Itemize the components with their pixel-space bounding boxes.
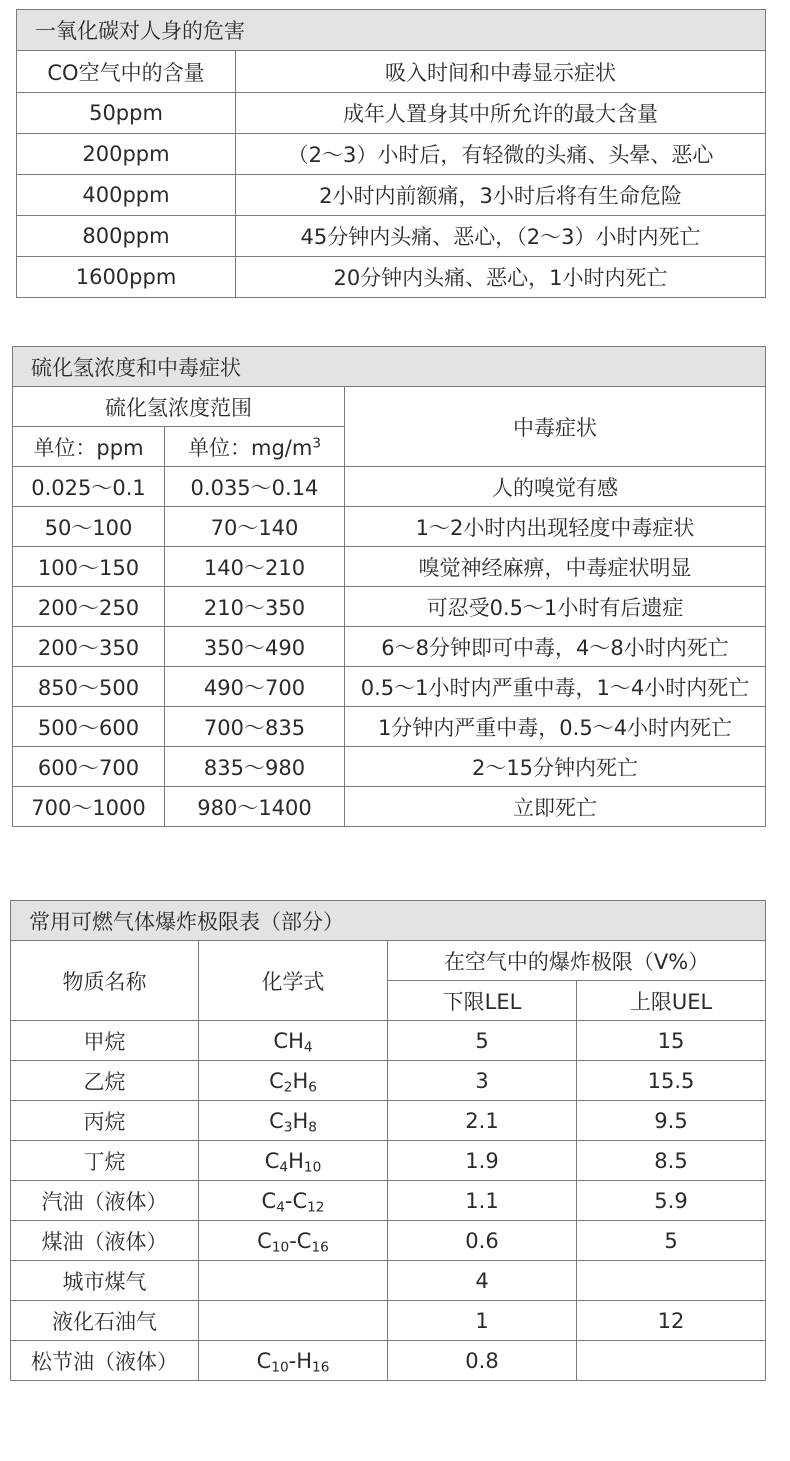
gas-lel-cell: 1.9	[388, 1141, 577, 1181]
gas-table-body	[11, 1021, 766, 1381]
h2s-ppm-cell: 500～600	[13, 707, 165, 747]
table-row	[17, 134, 766, 175]
gas-table-title: 常用可燃气体爆炸极限表（部分）	[11, 901, 766, 941]
gas-uel-cell: 12	[577, 1301, 766, 1341]
table-row	[11, 1261, 766, 1301]
table-row	[13, 587, 766, 627]
h2s-ppm-cell: 850～500	[13, 667, 165, 707]
gas-uel-cell: 8.5	[577, 1141, 766, 1181]
h2s-table	[12, 346, 766, 827]
h2s-ppm-cell: 50～100	[13, 507, 165, 547]
co-table	[16, 9, 766, 298]
gas-formula-cell: $C_4H_{10}$	[199, 1141, 388, 1181]
h2s-symptom-cell: 1～2小时内出现轻度中毒症状	[345, 507, 766, 547]
gas-lel-cell: 1.1	[388, 1181, 577, 1221]
h2s-mg-cell: 980～1400	[165, 787, 345, 827]
h2s-symptom-cell: 0.5～1小时内严重中毒，1～4小时内死亡	[345, 667, 766, 707]
gas-formula-cell: $C_2H_6$	[199, 1061, 388, 1101]
gas-name-cell: 丁烷	[11, 1141, 199, 1181]
gas-uel-cell: 5	[577, 1221, 766, 1261]
table-row	[11, 1221, 766, 1261]
co-header-symptom: 吸入时间和中毒显示症状	[236, 51, 766, 93]
gas-formula-cell: $CH_4$	[199, 1021, 388, 1061]
co-symptom-cell: 成年人置身其中所允许的最大含量	[236, 93, 766, 134]
table-row	[11, 1061, 766, 1101]
gas-uel-cell: 5.9	[577, 1181, 766, 1221]
h2s-mg-cell: 210～350	[165, 587, 345, 627]
gas-lel-header: 下限LEL	[388, 981, 577, 1021]
gas-uel-cell: 15	[577, 1021, 766, 1061]
table-row	[11, 1341, 766, 1381]
co-content-cell: 400ppm	[17, 175, 236, 216]
table-row	[13, 627, 766, 667]
h2s-symptom-cell: 1分钟内严重中毒，0.5～4小时内死亡	[345, 707, 766, 747]
h2s-ppm-cell: 200～350	[13, 627, 165, 667]
co-symptom-cell: （2～3）小时后，有轻微的头痛、头晕、恶心	[236, 134, 766, 175]
table-row	[13, 507, 766, 547]
co-symptom-cell: 20分钟内头痛、恶心，1小时内死亡	[236, 257, 766, 298]
gas-formula-cell: $C_{10}-H_{16}$	[199, 1341, 388, 1381]
h2s-unit-ppm: 单位：ppm	[13, 427, 165, 467]
h2s-symptom-cell: 可忍受0.5～1小时有后遗症	[345, 587, 766, 627]
table-row	[13, 747, 766, 787]
h2s-mg-cell: 490～700	[165, 667, 345, 707]
gas-name-cell: 煤油（液体）	[11, 1221, 199, 1261]
h2s-symptom-cell: 人的嗅觉有感	[345, 467, 766, 507]
h2s-mg-cell: 835～980	[165, 747, 345, 787]
co-symptom-cell: 45分钟内头痛、恶心，（2～3）小时内死亡	[236, 216, 766, 257]
table-row	[11, 1101, 766, 1141]
gas-uel-header: 上限UEL	[577, 981, 766, 1021]
gas-formula-cell: $C_3H_8$	[199, 1101, 388, 1141]
co-symptom-cell: 2小时内前额痛，3小时后将有生命危险	[236, 175, 766, 216]
gas-limit-header: 在空气中的爆炸极限（V%）	[388, 941, 766, 981]
h2s-mg-cell: 0.035～0.14	[165, 467, 345, 507]
gas-lel-cell: 3	[388, 1061, 577, 1101]
h2s-ppm-cell: 200～250	[13, 587, 165, 627]
gas-name-header: 物质名称	[11, 941, 199, 1021]
gas-lel-cell: 1	[388, 1301, 577, 1341]
table-row	[17, 175, 766, 216]
gas-formula-cell: $C_4-C_{12}$	[199, 1181, 388, 1221]
co-content-cell: 50ppm	[17, 93, 236, 134]
gas-lel-cell: 0.8	[388, 1341, 577, 1381]
gas-uel-cell	[577, 1341, 766, 1381]
h2s-mg-cell: 350～490	[165, 627, 345, 667]
h2s-symptom-header: 中毒症状	[345, 387, 766, 467]
gas-lel-cell: 5	[388, 1021, 577, 1061]
table-row	[11, 1021, 766, 1061]
table-row	[17, 216, 766, 257]
gas-lel-cell: 2.1	[388, 1101, 577, 1141]
h2s-symptom-cell: 2～15分钟内死亡	[345, 747, 766, 787]
h2s-ppm-cell: 700～1000	[13, 787, 165, 827]
gas-uel-cell: 9.5	[577, 1101, 766, 1141]
co-table-body	[17, 93, 766, 298]
gas-name-cell: 乙烷	[11, 1061, 199, 1101]
gas-formula-header: 化学式	[199, 941, 388, 1021]
table-row	[11, 1301, 766, 1341]
table-row	[13, 467, 766, 507]
table-row	[17, 93, 766, 134]
h2s-mg-cell: 70～140	[165, 507, 345, 547]
gas-name-cell: 松节油（液体）	[11, 1341, 199, 1381]
gas-name-cell: 液化石油气	[11, 1301, 199, 1341]
h2s-ppm-cell: 100～150	[13, 547, 165, 587]
co-header-content: CO空气中的含量	[17, 51, 236, 93]
gas-formula-cell	[199, 1261, 388, 1301]
table-row	[13, 707, 766, 747]
co-content-cell: 1600ppm	[17, 257, 236, 298]
gas-name-cell: 丙烷	[11, 1101, 199, 1141]
h2s-unit-mg: 单位：$mg/m^3$	[165, 427, 345, 467]
gas-name-cell: 汽油（液体）	[11, 1181, 199, 1221]
h2s-symptom-cell: 6～8分钟即可中毒，4～8小时内死亡	[345, 627, 766, 667]
gas-lel-cell: 0.6	[388, 1221, 577, 1261]
h2s-mg-cell: 140～210	[165, 547, 345, 587]
table-row	[11, 1181, 766, 1221]
gas-formula-cell: $C_{10}-C_{16}$	[199, 1221, 388, 1261]
table-row	[13, 547, 766, 587]
h2s-symptom-cell: 嗅觉神经麻痹，中毒症状明显	[345, 547, 766, 587]
h2s-table-body	[13, 467, 766, 827]
gas-name-cell: 甲烷	[11, 1021, 199, 1061]
gas-name-cell: 城市煤气	[11, 1261, 199, 1301]
table-row	[11, 1141, 766, 1181]
h2s-ppm-cell: 0.025～0.1	[13, 467, 165, 507]
table-row	[13, 787, 766, 827]
co-content-cell: 200ppm	[17, 134, 236, 175]
h2s-ppm-cell: 600～700	[13, 747, 165, 787]
gas-uel-cell: 15.5	[577, 1061, 766, 1101]
h2s-range-header: 硫化氢浓度范围	[13, 387, 345, 427]
co-table-title: 一氧化碳对人身的危害	[17, 10, 766, 51]
gas-uel-cell	[577, 1261, 766, 1301]
gas-formula-cell	[199, 1301, 388, 1341]
h2s-mg-cell: 700～835	[165, 707, 345, 747]
table-row	[13, 667, 766, 707]
gas-table	[10, 900, 766, 1381]
h2s-symptom-cell: 立即死亡	[345, 787, 766, 827]
table-row	[17, 257, 766, 298]
gas-lel-cell: 4	[388, 1261, 577, 1301]
co-content-cell: 800ppm	[17, 216, 236, 257]
h2s-table-title: 硫化氢浓度和中毒症状	[13, 347, 766, 387]
